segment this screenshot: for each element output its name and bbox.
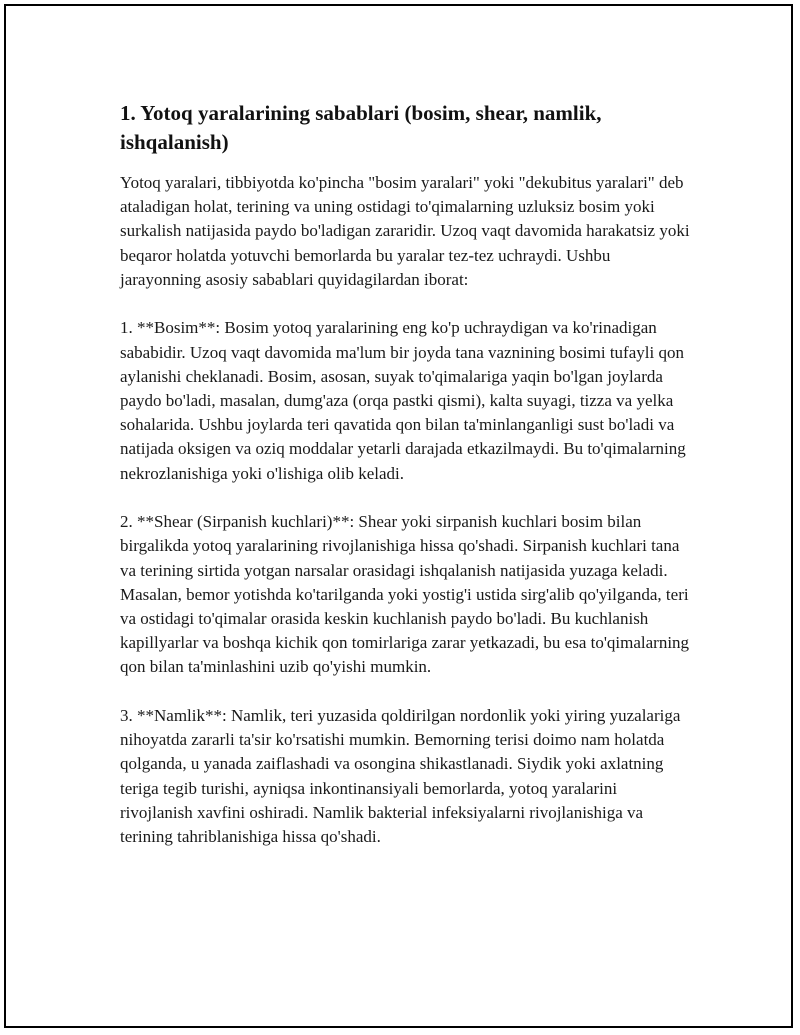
page-frame: [4, 4, 793, 1028]
intro-paragraph: Yotoq yaralari, tibbiyotda ko'pincha "bosim yaralari" yoki "dekubitus yaralari" deb ataladigan holat, terining va uning ostidagi to'qimalarning uzluksiz bosim yoki surkalish natijasida paydo bo'ladigan zararidir. Uzoq vaqt davomida harakatsiz yoki beqaror holatda yotuvchi bemorlarda bu yaralar tez-tez uchraydi. Ushbu jarayonning asosiy sabablari quyidagilardan iborat:: [120, 173, 690, 289]
document-title: 1. Yotoq yaralarining sabablari (bosim, shear, namlik, ishqalanish): [120, 101, 602, 154]
paragraph-bosim: 1. **Bosim**: Bosim yotoq yaralarining eng ko'p uchraydigan va ko'rinadigan sababidir. Uzoq vaqt davomida ma'lum bir joyda tana vaznining bosimi tufayli qon aylanishi cheklanadi. Bosim, asosan, suyak to'qimalariga yaqin bo'lgan joylarda paydo bo'ladi, masalan, dumg'aza (orqa pastki qismi), kalta suyagi, tizza va yelka sohalarida. Ushbu joylarda teri qavatida qon bilan ta'minlanganligi sust bo'ladi va natijada oksigen va oziq moddalar yetarli darajada etkazilmaydi. Bu to'qimalarning nekrozlanishiga yoki o'lishiga olib keladi.: [120, 318, 686, 483]
paragraph-namlik: 3. **Namlik**: Namlik, teri yuzasida qoldirilgan nordonlik yoki yiring yuzalariga nihoyatda zararli ta'sir ko'rsatishi mumkin. Bemorning terisi doimo nam holatda qolganda, u yanada zaiflashadi va osongina shikastlanadi. Siydik yoki axlatning teriga tegib turishi, ayniqsa inkontinansiyali bemorlarda, yotoq yaralarini rivojlanish xavfini oshiradi. Namlik bakterial infeksiyalarni rivojlanishiga va terining tahriblanishiga hissa qo'shadi.: [120, 706, 681, 847]
paragraph-shear: 2. **Shear (Sirpanish kuchlari)**: Shear yoki sirpanish kuchlari bosim bilan birgalikda yotoq yaralarining rivojlanishiga hissa qo'shadi. Sirpanish kuchlari tana va terining sirtida yotgan narsalar orasidagi ishqalanish natijasida yuzaga keladi. Masalan, bemor yotishda ko'tarilganda yoki yostig'i ustida sirg'alib qo'yilganda, teri va ostidagi to'qimalar orasida keskin kuchlanish paydo bo'ladi. Bu kuchlanish kapillyarlar va boshqa kichik qon tomirlariga zarar yetkazadi, bu esa to'qimalarning qon bilan ta'minlashini uzib qo'yishi mumkin.: [120, 512, 690, 677]
document-body: [120, 99, 690, 874]
